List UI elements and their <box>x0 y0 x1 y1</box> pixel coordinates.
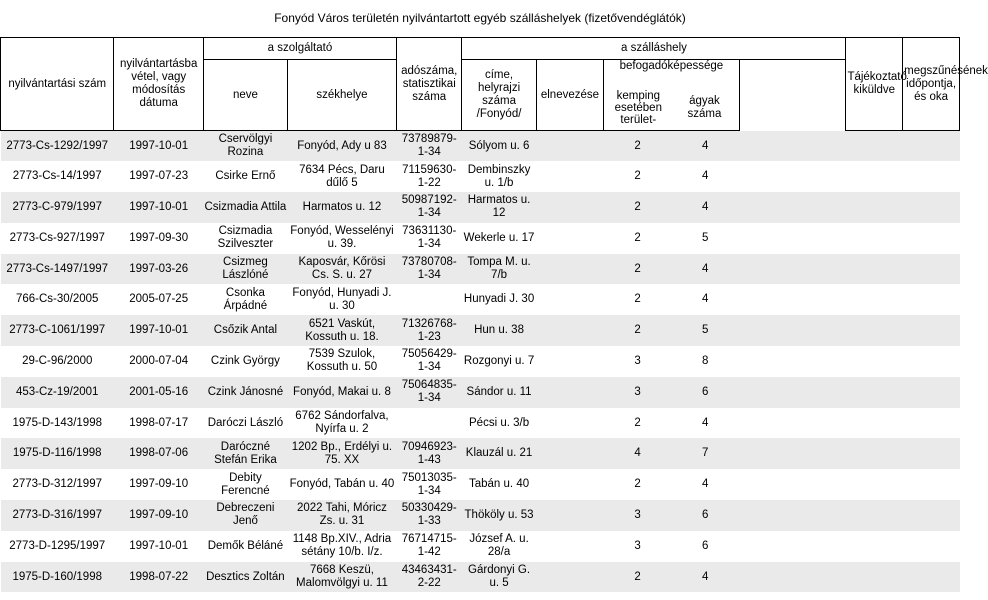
cell-megszunes <box>846 562 903 593</box>
header-agyak: ágyak száma <box>687 95 722 120</box>
table-row <box>1 161 960 192</box>
cell-agyak: 4 <box>702 570 709 583</box>
cell-elnevezes <box>536 531 604 562</box>
cell-neve: Debreczeni Jenő <box>216 502 275 528</box>
cell-empty <box>903 438 960 469</box>
cell-agyak: 4 <box>702 416 709 429</box>
cell-agyak: 4 <box>702 293 709 306</box>
table-row <box>1 377 960 408</box>
cell-tajekoztato <box>739 284 846 315</box>
cell-elnevezes <box>536 223 604 254</box>
cell-cim: Tabán u. 40 <box>469 478 530 491</box>
header-megszunes: megszűnésének időpontja, és oka <box>903 38 960 131</box>
cell-szekhely: 1202 Bp., Erdélyi u. 75. XX <box>291 440 393 466</box>
cell-elnevezes <box>536 438 604 469</box>
cell-kemping: 3 <box>634 354 641 367</box>
cell-nyilv-szam: 2773-D-1295/1997 <box>9 539 106 552</box>
table-row <box>1 500 960 531</box>
cell-elnevezes <box>536 284 604 315</box>
cell-adoszam: 50987192-1-34 <box>401 194 457 220</box>
cell-neve: Debity Ferencné <box>221 471 270 497</box>
cell-kemping: 2 <box>634 200 641 213</box>
cell-szekhely: 6762 Sándorfalva, Nyírfa u. 2 <box>295 410 389 436</box>
cell-adoszam: 75056429-1-34 <box>401 348 457 374</box>
cell-datum: 2000-07-04 <box>129 354 189 367</box>
cell-elnevezes <box>536 346 604 377</box>
cell-adoszam: 71326768-1-23 <box>401 317 457 343</box>
cell-empty <box>903 254 960 285</box>
cell-empty <box>903 562 960 593</box>
cell-kemping: 2 <box>634 139 641 152</box>
table-row <box>1 254 960 285</box>
table-row <box>1 223 960 254</box>
cell-kemping: 2 <box>634 170 641 183</box>
cell-adoszam: 76714715-1-42 <box>401 533 457 559</box>
header-tajekoztato: Tájékoztató kiküldve <box>846 38 903 131</box>
cell-nyilv-szam: 2773-D-312/1997 <box>12 478 102 491</box>
cell-empty <box>903 131 960 162</box>
cell-empty <box>903 315 960 346</box>
cell-datum: 1997-10-01 <box>129 539 189 552</box>
cell-empty <box>903 192 960 223</box>
cell-cim: Dembinszky u. 1/b <box>467 163 531 189</box>
cell-elnevezes <box>536 131 604 162</box>
cell-neve: Daróczi László <box>207 416 284 429</box>
cell-datum: 1997-10-01 <box>129 200 189 213</box>
cell-neve: Desztics Zoltán <box>206 570 285 583</box>
cell-megszunes <box>846 315 903 346</box>
cell-elnevezes <box>536 500 604 531</box>
cell-kemping: 2 <box>634 416 641 429</box>
cell-tajekoztato <box>739 562 846 593</box>
cell-megszunes <box>846 131 903 162</box>
cell-datum: 2005-07-25 <box>129 293 189 306</box>
cell-cim: Wekerle u. 17 <box>463 231 535 244</box>
cell-datum: 1997-09-30 <box>129 231 189 244</box>
cell-megszunes <box>846 408 903 439</box>
table-row <box>1 469 960 500</box>
cell-datum: 1997-09-10 <box>129 478 189 491</box>
cell-megszunes <box>846 223 903 254</box>
cell-empty <box>903 161 960 192</box>
cell-nyilv-szam: 2773-C-1061/1997 <box>9 324 106 337</box>
table-row <box>1 408 960 439</box>
cell-empty <box>903 469 960 500</box>
cell-agyak: 4 <box>702 478 709 491</box>
cell-megszunes <box>846 161 903 192</box>
cell-szekhely: 2022 Tahi, Móricz Zs. u. 31 <box>297 502 387 528</box>
cell-tajekoztato <box>739 500 846 531</box>
table-row <box>1 131 960 162</box>
cell-elnevezes <box>536 315 604 346</box>
cell-megszunes <box>846 254 903 285</box>
cell-szekhely: Harmatos u. 12 <box>302 200 382 213</box>
cell-megszunes <box>846 346 903 377</box>
cell-datum: 1997-09-10 <box>129 508 189 521</box>
cell-agyak: 4 <box>702 139 709 152</box>
cell-szekhely: 7539 Szulok, Kossuth u. 50 <box>306 348 378 374</box>
cell-tajekoztato <box>739 377 846 408</box>
header-szolgaltato: a szolgáltató <box>203 38 396 60</box>
cell-elnevezes <box>536 192 604 223</box>
cell-kemping: 2 <box>634 570 641 583</box>
cell-cim: Sándor u. 11 <box>466 385 532 398</box>
cell-neve: Csirke Ernő <box>215 170 276 183</box>
header-adoszama: adószáma, statisztikai száma <box>397 38 462 131</box>
cell-kemping: 2 <box>634 324 641 337</box>
cell-empty <box>903 346 960 377</box>
cell-elnevezes <box>536 408 604 439</box>
cell-szekhely: 1148 Bp.XIV., Adria sétány 10/b. I/z. <box>292 533 392 559</box>
cell-szekhely: 6521 Vaskút, Kossuth u. 18. <box>305 317 379 343</box>
cell-szekhely: Fonyód, Ady u 83 <box>297 139 387 152</box>
cell-empty <box>903 284 960 315</box>
cell-neve: Csőzik Antal <box>213 324 278 337</box>
cell-datum: 1997-07-23 <box>129 170 189 183</box>
cell-kemping: 2 <box>634 293 641 306</box>
cell-megszunes <box>846 192 903 223</box>
cell-kemping: 3 <box>634 539 641 552</box>
cell-nyilv-szam: 2773-Cs-1497/1997 <box>6 262 109 275</box>
cell-datum: 1997-10-01 <box>129 324 189 337</box>
cell-neve: Czink György <box>210 354 280 367</box>
cell-szekhely: 7634 Pécs, Daru dűlő 5 <box>299 163 385 189</box>
cell-cim: Rozgonyi u. 7 <box>463 354 535 367</box>
cell-szekhely: Fonyód, Tabán u. 40 <box>289 478 395 491</box>
cell-agyak: 5 <box>702 324 709 337</box>
cell-nyilv-szam: 453-Cz-19/2001 <box>15 385 99 398</box>
cell-empty <box>903 531 960 562</box>
cell-szekhely: 7668 Keszü, Malomvölgyi u. 11 <box>296 564 388 590</box>
cell-megszunes <box>846 469 903 500</box>
cell-kemping: 3 <box>634 508 641 521</box>
cell-elnevezes <box>536 161 604 192</box>
cell-adoszam <box>397 408 462 439</box>
cell-adoszam: 73780708-1-34 <box>401 256 457 282</box>
cell-adoszam: 73631130-1-34 <box>402 225 457 251</box>
cell-neve: Cservölgyi Rozina <box>218 133 273 159</box>
cell-elnevezes <box>536 254 604 285</box>
cell-cim: Gárdonyi G. u. 5 <box>468 564 531 590</box>
cell-agyak: 6 <box>702 539 709 552</box>
cell-empty <box>903 377 960 408</box>
cell-datum: 2001-05-16 <box>129 385 189 398</box>
table-row <box>1 346 960 377</box>
cell-elnevezes <box>536 377 604 408</box>
cell-cim: Klauzál u. 21 <box>465 447 533 460</box>
cell-agyak: 4 <box>702 170 709 183</box>
cell-datum: 1998-07-06 <box>129 447 189 460</box>
table-row <box>1 315 960 346</box>
cell-tajekoztato <box>739 254 846 285</box>
table-row <box>1 531 960 562</box>
cell-tajekoztato <box>739 531 846 562</box>
cell-tajekoztato <box>739 223 846 254</box>
cell-szekhely: Fonyód, Makai u. 8 <box>293 385 391 398</box>
cell-nyilv-szam: 2773-Cs-1292/1997 <box>6 139 109 152</box>
cell-tajekoztato <box>739 161 846 192</box>
cell-nyilv-szam: 1975-D-143/1998 <box>12 416 102 429</box>
cell-tajekoztato <box>739 315 846 346</box>
cell-empty <box>903 223 960 254</box>
cell-adoszam: 70946923-1-43 <box>401 440 457 466</box>
header-befogado: befogadóképessége kemping esetében terület- ágyak száma <box>604 60 739 131</box>
cell-datum: 1997-10-01 <box>129 139 189 152</box>
cell-tajekoztato <box>739 408 846 439</box>
cell-szekhely: Fonyód, Hunyadi J. u. 30 <box>292 286 392 312</box>
cell-megszunes <box>846 531 903 562</box>
cell-empty <box>903 408 960 439</box>
table-row <box>1 562 960 593</box>
header-szekhelye: székhelye <box>287 60 396 131</box>
cell-szekhely: Fonyód, Wesselényi u. 39. <box>290 225 394 251</box>
cell-cim: Harmatos u. 12 <box>467 194 531 220</box>
cell-megszunes <box>846 438 903 469</box>
cell-neve: Csizmadia Szilveszter <box>217 225 274 251</box>
cell-cim: Thököly u. 53 <box>464 508 534 521</box>
cell-agyak: 8 <box>702 354 709 367</box>
cell-adoszam: 75064835-1-34 <box>401 379 457 405</box>
cell-nyilv-szam: 2773-Cs-14/1997 <box>12 170 102 183</box>
cell-tajekoztato <box>739 469 846 500</box>
table-row <box>1 438 960 469</box>
accommodation-table <box>0 37 988 592</box>
cell-adoszam: 73789879-1-34 <box>401 133 457 159</box>
cell-kemping: 2 <box>634 231 641 244</box>
cell-nyilv-szam: 2773-C-979/1997 <box>12 200 102 213</box>
cell-agyak: 4 <box>702 262 709 275</box>
cell-agyak: 5 <box>702 231 709 244</box>
cell-elnevezes <box>536 469 604 500</box>
cell-datum: 1998-07-17 <box>129 416 189 429</box>
header-neve: neve <box>203 60 287 131</box>
cell-kemping: 2 <box>634 262 641 275</box>
cell-nyilv-szam: 2773-Cs-927/1997 <box>9 231 105 244</box>
cell-tajekoztato <box>739 438 846 469</box>
cell-datum: 1997-03-26 <box>129 262 189 275</box>
cell-cim: Sólyom u. 6 <box>468 139 530 152</box>
page-title: Fonyód Város területén nyilvántartott egyéb szálláshelyek (fizetővendéglátók) <box>274 11 686 25</box>
header-nyilv-szam: nyilvántartási szám <box>1 38 114 131</box>
cell-kemping: 3 <box>634 385 641 398</box>
cell-neve: Csonka Árpádné <box>223 286 268 312</box>
cell-megszunes <box>846 377 903 408</box>
table-row <box>1 284 960 315</box>
cell-szekhely: Kaposvár, Kőrösi Cs. S. u. 27 <box>298 256 386 282</box>
cell-adoszam: 43463431-2-22 <box>401 564 457 590</box>
table-row <box>1 192 960 223</box>
cell-agyak: 6 <box>702 508 709 521</box>
cell-nyilv-szam: 29-C-96/2000 <box>22 354 93 367</box>
cell-cim: Pécsi u. 3/b <box>469 416 530 429</box>
cell-adoszam: 71159630-1-22 <box>402 163 457 189</box>
cell-agyak: 4 <box>702 200 709 213</box>
cell-agyak: 6 <box>702 385 709 398</box>
cell-tajekoztato <box>739 346 846 377</box>
header-szallashely: a szálláshely <box>462 38 846 60</box>
cell-empty <box>903 500 960 531</box>
cell-elnevezes <box>536 562 604 593</box>
cell-nyilv-szam: 1975-D-160/1998 <box>12 570 102 583</box>
cell-neve: Demők Béláné <box>207 539 284 552</box>
header-kemping: kemping esetében terület- <box>614 90 662 126</box>
cell-datum: 1998-07-22 <box>129 570 189 583</box>
cell-neve: Daróczné Stefán Erika <box>214 440 277 466</box>
cell-nyilv-szam: 1975-D-116/1998 <box>12 447 102 460</box>
cell-cim: József A. u. 28/a <box>469 533 529 559</box>
cell-kemping: 2 <box>634 478 641 491</box>
cell-neve: Csizmeg Lászlóné <box>222 256 269 282</box>
cell-tajekoztato <box>739 192 846 223</box>
cell-neve: Czink Jánosné <box>207 385 284 398</box>
cell-agyak: 7 <box>702 447 709 460</box>
cell-nyilv-szam: 2773-D-316/1997 <box>12 508 102 521</box>
cell-kemping: 4 <box>634 447 641 460</box>
cell-adoszam: 50330429-1-33 <box>401 502 457 528</box>
header-elnevezese: elnevezése <box>536 60 604 131</box>
cell-megszunes <box>846 284 903 315</box>
table-body <box>1 131 960 593</box>
cell-megszunes <box>846 500 903 531</box>
cell-nyilv-szam: 766-Cs-30/2005 <box>15 293 99 306</box>
cell-cim: Hunyadi J. 30 <box>463 293 535 306</box>
cell-neve: Csizmadia Attila <box>204 200 287 213</box>
header-cime: címe, helyrajzi száma /Fonyód/ <box>462 60 536 131</box>
cell-adoszam <box>397 284 462 315</box>
cell-cim: Tompa M. u. 7/b <box>467 256 531 282</box>
cell-cim: Hun u. 38 <box>474 324 524 337</box>
cell-tajekoztato <box>739 131 846 162</box>
cell-adoszam: 75013035-1-34 <box>401 471 457 497</box>
header-nyilv-datum: nyilvántartásba vétel, vagy módosítás dátuma <box>114 38 203 131</box>
